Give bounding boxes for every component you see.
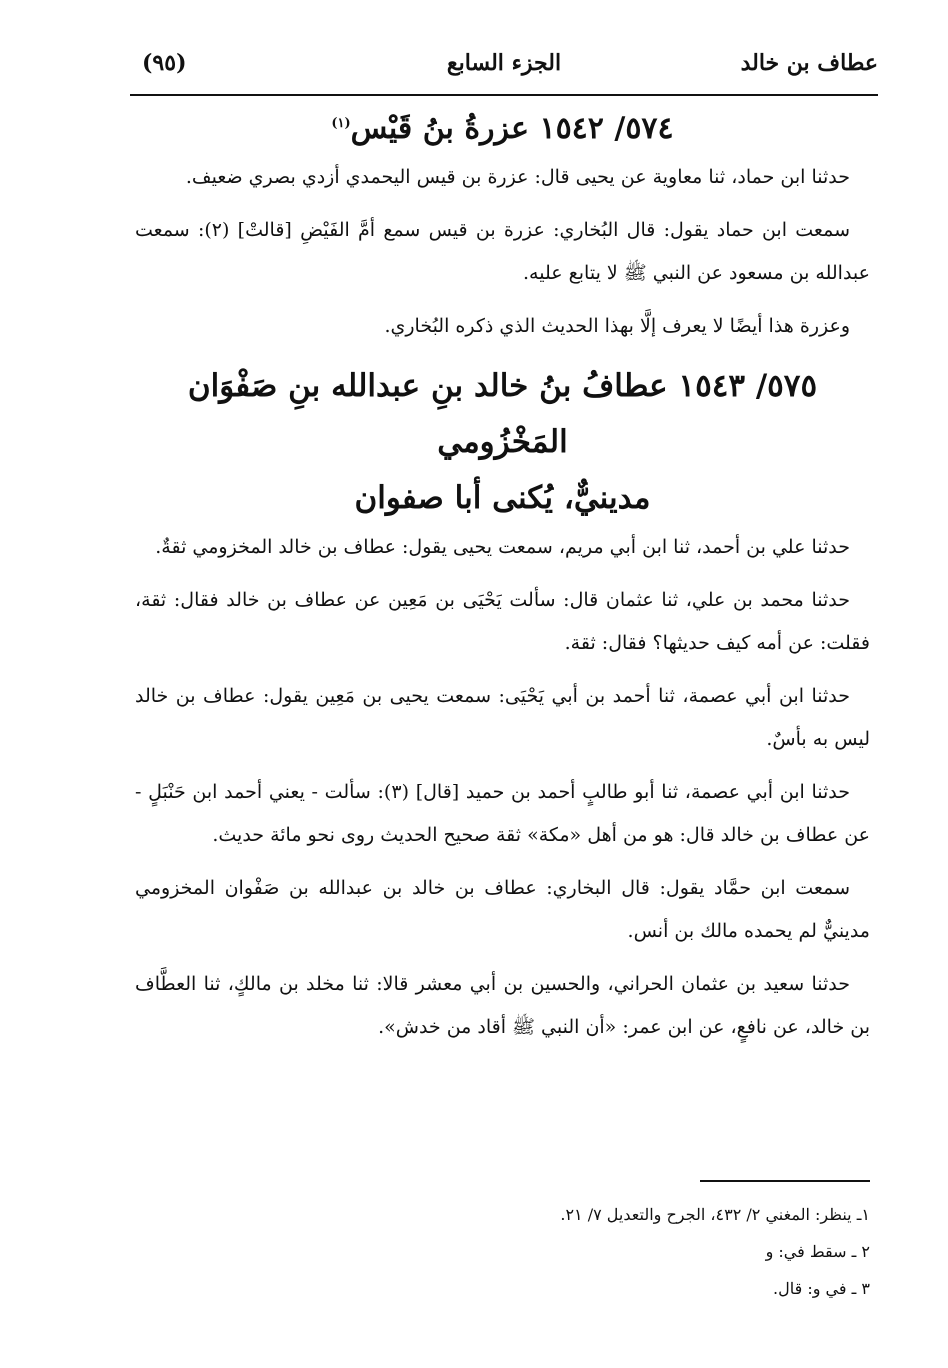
footnote-divider [700, 1180, 870, 1182]
entry-575-title-line1: ٥٧٥/ ١٥٤٣ عطافُ بنُ خالد بنِ عبدالله بنِ صَفْوَان المَخْزُومي [187, 368, 818, 460]
footnote-mark-1: (١) [331, 116, 351, 131]
entry-575-title-line2: مدينيٌّ، يُكنى أبا صفوان [354, 480, 651, 516]
paragraph: حدثنا محمد بن علي، ثنا عثمان قال: سألت يَحْيَى بن مَعِين عن عطاف بن خالد فقال: ثقة، فقلت: عن أمه كيف حديثها؟ فقال: ثقة. [135, 589, 870, 654]
footnote-2: ٢ ـ سقط في: و [765, 1242, 870, 1261]
paragraph: سمعت ابن حمَّاد يقول: قال البخاري: عطاف بن خالد بن عبدالله بن صَفْوان المخزومي مدينيٌّ لم يحمده مالك بن أنس. [135, 877, 870, 942]
page-header [130, 44, 878, 96]
part-title: الجزء السابع [446, 50, 562, 76]
footnotes [135, 1196, 870, 1307]
paragraph: وعزرة هذا أيضًا لا يعرف إلَّا بهذا الحديث الذي ذكره البُخاري. [384, 315, 850, 337]
paragraph: حدثنا سعيد بن عثمان الحراني، والحسين بن أبي معشر قالا: ثنا مخلد بن مالكٍ، ثنا العطَّاف بن خالد، عن نافعٍ، عن ابن عمر: «أن النبي ﷺ أقاد من خدش». [135, 973, 870, 1038]
footnote-1: ١ـ ينظر: المغني ٢/ ٤٣٢، الجرح والتعديل ٧/ ٢١. [560, 1205, 870, 1224]
paragraph: حدثنا ابن أبي عصمة، ثنا أحمد بن أبي يَحْيَى: سمعت يحيى بن مَعِين يقول: عطاف بن خالد ليس به بأسٌ. [135, 685, 870, 750]
main-text [135, 102, 870, 1059]
entry-574-title-text: ٥٧٤/ ١٥٤٢ عزرةُ بنُ قَيْس [350, 111, 674, 146]
page-number: (٩٥) [142, 50, 187, 76]
entry-574-title [135, 102, 870, 156]
paragraph: سمعت ابن حماد يقول: قال البُخاري: عزرة بن قيس سمع أمَّ الفَيْضِ [قالتْ] (٢): سمعت عبدالله بن مسعود عن النبي ﷺ لا يتابع عليه. [135, 219, 870, 284]
paragraph: حدثنا ابن أبي عصمة، ثنا أبو طالبٍ أحمد بن حميد [قال] (٣): سألت - يعني أحمد ابن حَنْبَلٍ - عن عطاف بن خالد قال: هو من أهل «مكة» ثقة صحيح الحديث روى نحو مائة حديث. [135, 781, 870, 846]
running-title: عطاف بن خالد [740, 50, 878, 76]
paragraph: حدثنا ابن حماد، ثنا معاوية عن يحيى قال: عزرة بن قيس اليحمدي أزدي بصري ضعيف. [185, 166, 850, 188]
paragraph: حدثنا علي بن أحمد، ثنا ابن أبي مريم، سمعت يحيى يقول: عطاف بن خالد المخزومي ثقةٌ. [155, 536, 850, 558]
footnote-3: ٣ ـ في و: قال. [773, 1279, 870, 1298]
